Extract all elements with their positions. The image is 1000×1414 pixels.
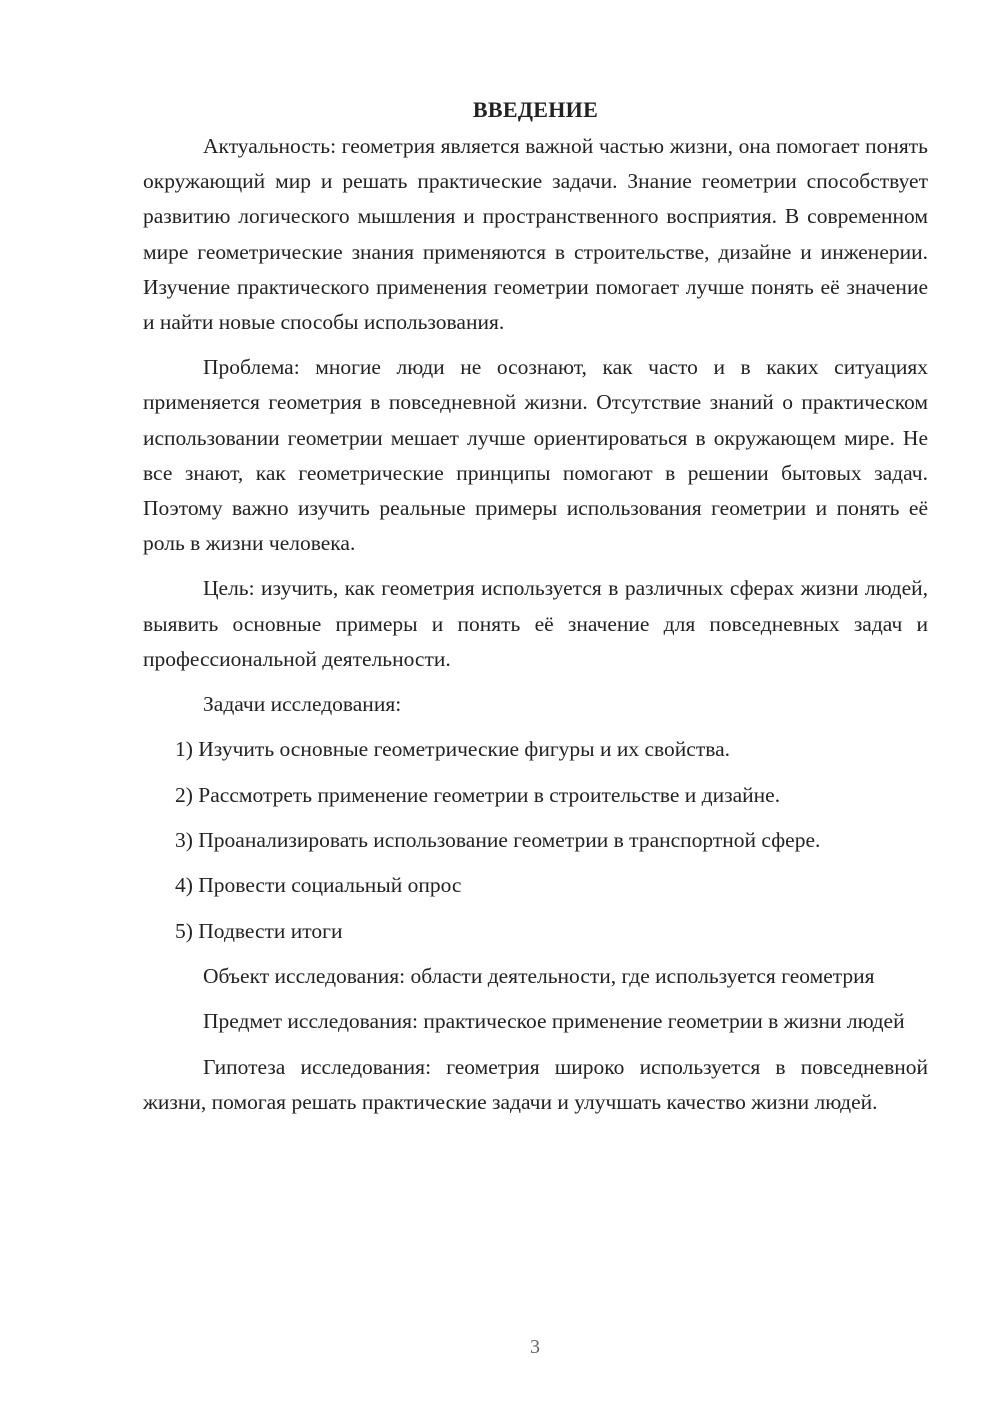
page-number: 3 — [530, 1336, 540, 1358]
tasks-heading: Задачи исследования: — [203, 692, 402, 717]
section-title: ВВЕДЕНИЕ — [472, 97, 599, 122]
list-item: 2) Рассмотреть применение геометрии в строительстве и дизайне. — [175, 782, 781, 807]
list-item: 3) Проанализировать использование геометрии в транспортной сфере. — [175, 828, 821, 853]
paragraph-relevance: Актуальность: геометрия является важной частью жизни, она помогает понять окружающий мир и решать практические задачи. Знание геометрии способствует развитию логического мышления и пространственного восприятия. В современном мире геометрические знания применяются в строительстве, дизайне и инженерии. Изучение практического применения геометрии помогает лучше понять её значение и найти новые способы использования. — [143, 134, 928, 335]
paragraph-goal: Цель: изучить, как геометрия используется в различных сферах жизни людей, выявить основные примеры и понять её значение для повседневных задач и профессиональной деятельности. — [143, 576, 928, 671]
list-item: 5) Подвести итоги — [175, 918, 343, 943]
paragraph-subject: Предмет исследования: практическое применение геометрии в жизни людей — [203, 1009, 905, 1034]
list-item: 4) Провести социальный опрос — [175, 873, 462, 898]
tasks-list — [143, 732, 928, 949]
paragraph-problem: Проблема: многие люди не осознают, как часто и в каких ситуациях применяется геометрия в повседневной жизни. Отсутствие знаний о практическом использовании геометрии мешает лучше ориентироваться в окружающем мире. Не все знают, как геометрические принципы помогают в решении бытовых задач. Поэтому важно изучить реальные примеры использования геометрии и понять её роль в жизни человека. — [143, 355, 928, 556]
list-item: 1) Изучить основные геометрические фигуры и их свойства. — [175, 737, 731, 762]
document-page — [143, 94, 928, 1130]
paragraph-object: Объект исследования: области деятельности, где используется геометрия — [203, 964, 875, 989]
paragraph-hypothesis: Гипотеза исследования: геометрия широко используется в повседневной жизни, помогая решать практические задачи и улучшать качество жизни людей. — [143, 1054, 928, 1114]
